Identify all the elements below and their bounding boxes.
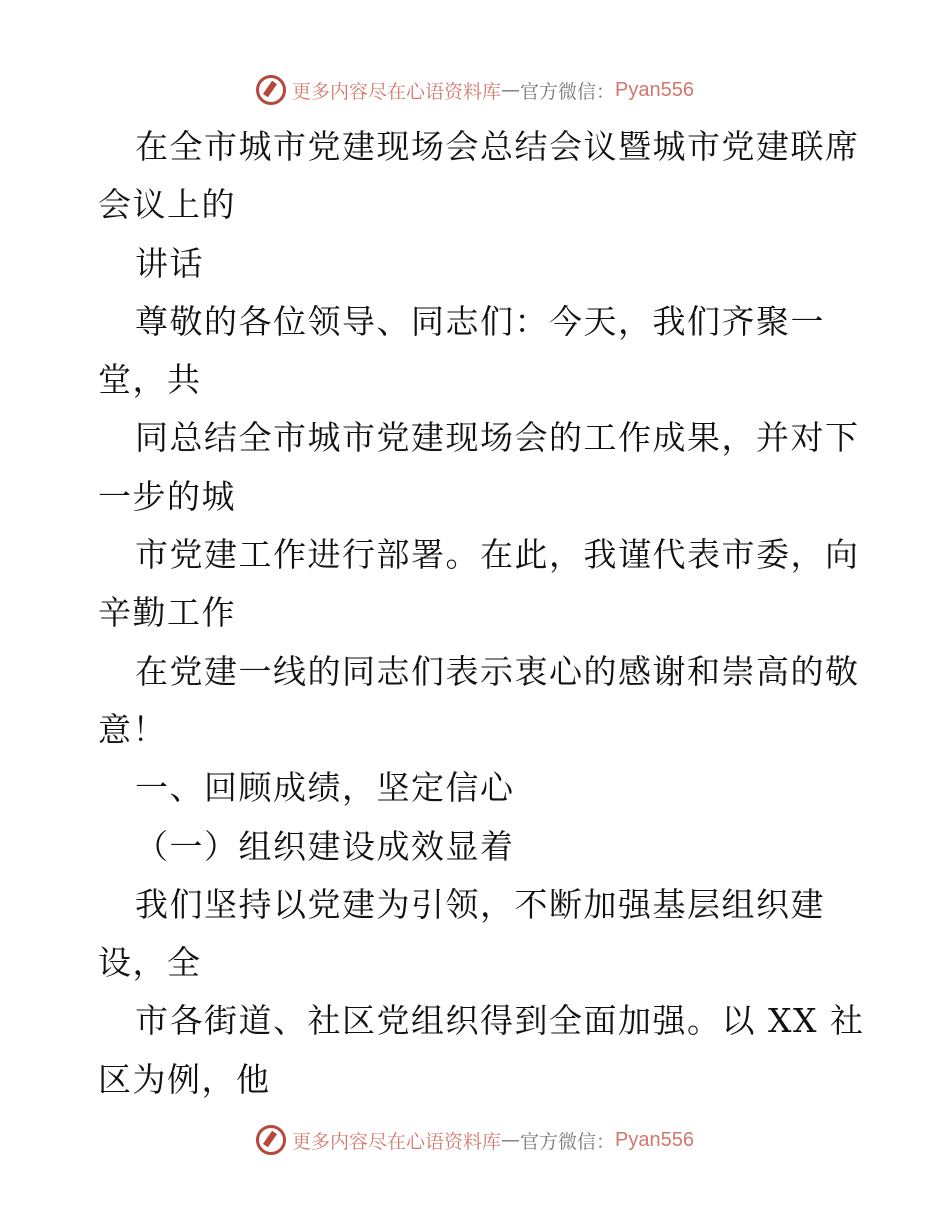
- watermark-wechat-id: Pyan556: [615, 1128, 694, 1151]
- text-line: 我们坚持以党建为引领，不断加强基层组织建: [135, 884, 825, 924]
- text-line: 尊敬的各位领导、同志们：今天，我们齐聚一: [135, 301, 825, 341]
- logo-icon: [256, 75, 286, 105]
- watermark-wechat-label: 官方微信：: [520, 80, 616, 103]
- text-line: 辛勤工作: [98, 593, 236, 633]
- text-line: 意！: [98, 709, 167, 749]
- text-line: 堂，共: [98, 360, 202, 400]
- watermark-sep: —: [501, 79, 521, 101]
- watermark-site: 更多内容尽在心语资料库: [292, 1130, 502, 1153]
- text-line: 一、回顾成绩，坚定信心: [135, 768, 515, 808]
- text-line: 同总结全市城市党建现场会的工作成果，并对下: [135, 418, 860, 458]
- watermark-wechat-id: Pyan556: [615, 78, 694, 101]
- text-line: 区为例，他: [98, 1059, 271, 1099]
- text-line: 会议上的: [98, 185, 236, 225]
- text-line: 市党建工作进行部署。在此，我谨代表市委，向: [135, 535, 860, 575]
- text-line: 市各街道、社区党组织得到全面加强。以 XX 社: [135, 1001, 865, 1041]
- text-line: 一步的城: [98, 476, 236, 516]
- header-watermark: [0, 70, 950, 110]
- logo-icon: [256, 1125, 286, 1155]
- text-line: 在全市城市党建现场会总结会议暨城市党建联席: [135, 127, 860, 166]
- watermark-sep: —: [501, 1129, 521, 1151]
- text-line: 在党建一线的同志们表示衷心的感谢和崇高的敬: [135, 651, 860, 691]
- footer-watermark: [0, 1120, 950, 1160]
- text-line: 讲话: [135, 243, 204, 283]
- text-line: （一）组织建设成效显着: [135, 826, 515, 866]
- text-line: 设，全: [98, 943, 202, 983]
- watermark-site: 更多内容尽在心语资料库: [292, 80, 502, 103]
- document-body: [98, 118, 865, 1109]
- watermark-wechat-label: 官方微信：: [520, 1130, 616, 1153]
